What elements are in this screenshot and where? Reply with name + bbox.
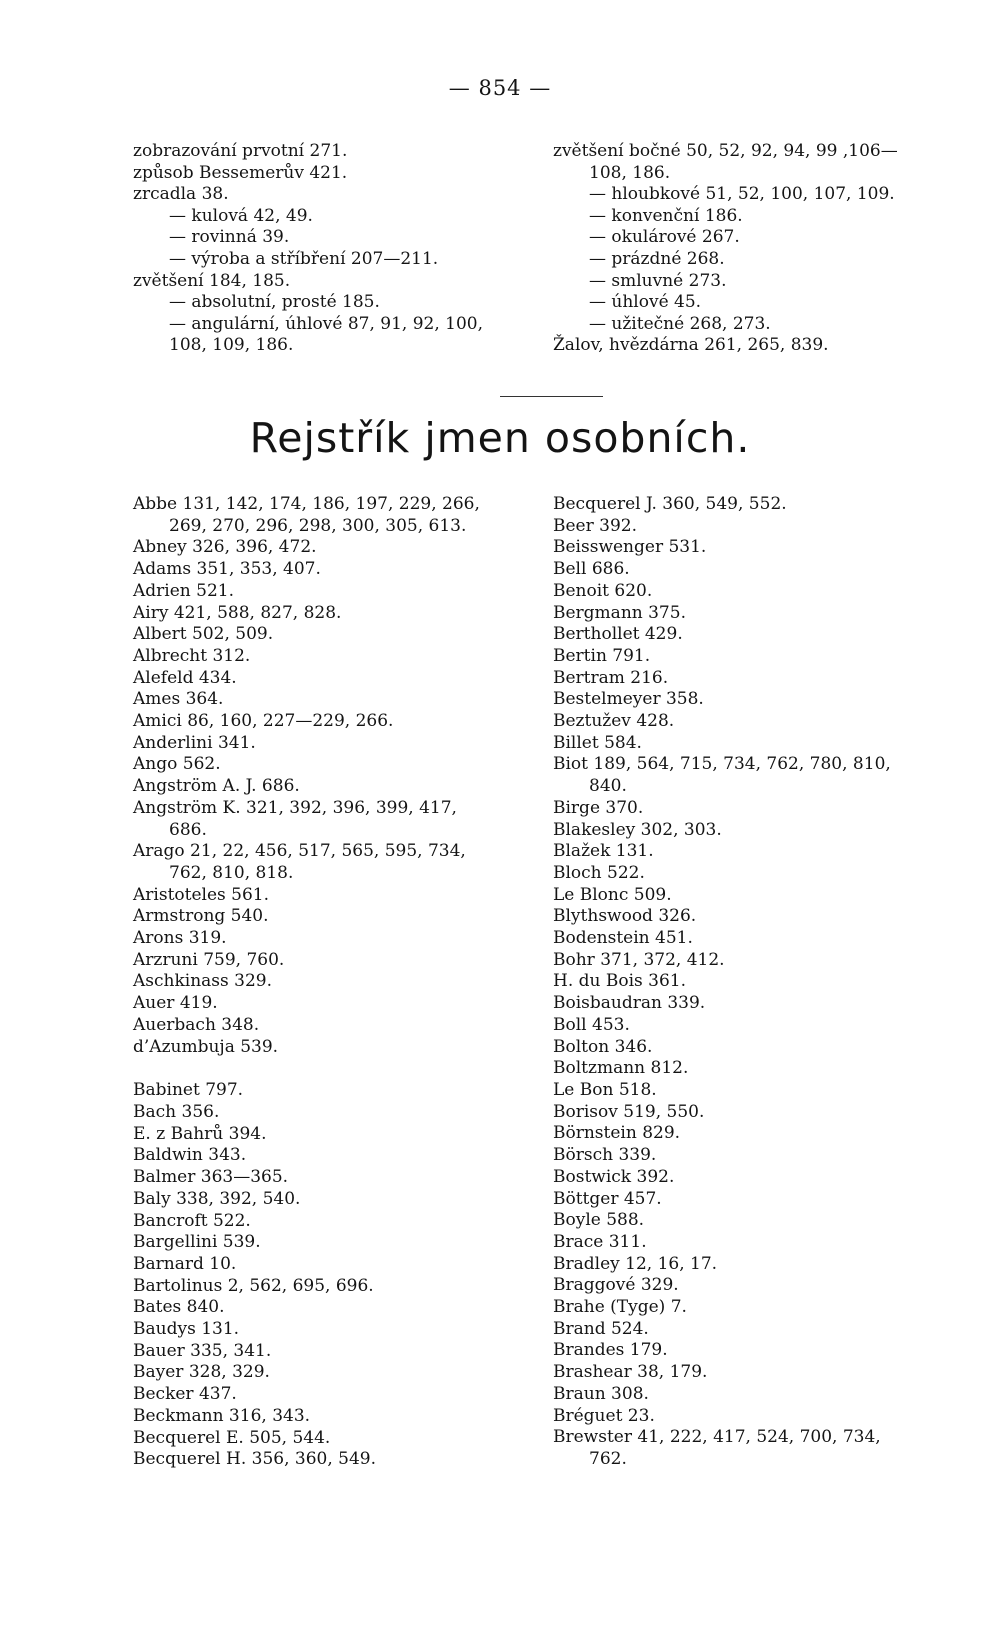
index-entry: Bréguet 23. (553, 1405, 655, 1426)
index-entry: Berthollet 429. (553, 624, 683, 645)
name-index-column-right (553, 494, 973, 1471)
index-entry: Le Blonc 509. (553, 884, 672, 905)
index-entry: Boltzmann 812. (553, 1058, 689, 1079)
index-entry: Braggové 329. (553, 1275, 679, 1296)
index-entry: Brace 311. (553, 1231, 647, 1252)
index-entry: Bodenstein 451. (553, 928, 693, 949)
index-entry: Baudys 131. (133, 1319, 240, 1340)
index-entry: Alefeld 434. (133, 667, 237, 688)
index-entry: Brashear 38, 179. (553, 1362, 708, 1383)
index-entry: 108, 186. (589, 162, 671, 183)
index-entry: Becquerel E. 505, 544. (133, 1427, 331, 1448)
index-entry: Abbe 131, 142, 174, 186, 197, 229, 266, (133, 494, 480, 514)
index-entry: Bestelmeyer 358. (553, 689, 704, 710)
index-entry: Airy 421, 588, 827, 828. (133, 602, 342, 623)
index-entry: Becker 437. (133, 1384, 237, 1405)
index-entry: Auer 419. (133, 993, 218, 1014)
index-entry: d’Azumbuja 539. (133, 1036, 279, 1057)
index-entry: Albert 502, 509. (133, 624, 274, 645)
index-entry: Bolton 346. (553, 1036, 653, 1057)
index-entry: Bradley 12, 16, 17. (553, 1253, 718, 1274)
index-entry: Albrecht 312. (133, 645, 251, 666)
index-entry: — úhlové 45. (589, 292, 702, 313)
index-entry: Bartolinus 2, 562, 695, 696. (133, 1275, 374, 1296)
index-entry: zvětšení bočné 50, 52, 92, 94, 99 ,106— (553, 141, 898, 161)
index-entry: Adrien 521. (133, 580, 234, 601)
index-entry: Bates 840. (133, 1297, 225, 1318)
index-entry: Babinet 797. (133, 1080, 244, 1101)
index-entry: — prázdné 268. (589, 248, 725, 269)
section-divider (500, 396, 603, 397)
index-entry: H. du Bois 361. (553, 971, 687, 992)
index-entry: Benoit 620. (553, 580, 653, 601)
section-heading: Rejstřík jmen osobních. (249, 414, 751, 462)
index-entry: Börnstein 829. (553, 1123, 681, 1144)
index-entry: Brand 524. (553, 1318, 649, 1339)
index-entry: Bauer 335, 341. (133, 1340, 272, 1361)
index-entry: — výroba a stříbření 207—211. (169, 248, 439, 269)
index-entry: Aschkinass 329. (133, 971, 272, 992)
index-entry: — angulární, úhlové 87, 91, 92, 100, (169, 313, 484, 334)
index-entry: Blažek 131. (553, 841, 654, 862)
index-entry: Becquerel J. 360, 549, 552. (553, 494, 787, 514)
index-entry: Baly 338, 392, 540. (133, 1188, 301, 1209)
index-entry: Le Bon 518. (553, 1079, 657, 1100)
index-entry: Bostwick 392. (553, 1166, 675, 1187)
index-entry: Angström A. J. 686. (133, 776, 300, 797)
index-entry: Armstrong 540. (133, 906, 269, 927)
index-entry: Arzruni 759, 760. (133, 949, 285, 970)
index-entry: Amici 86, 160, 227—229, 266. (133, 711, 394, 732)
index-entry: Barnard 10. (133, 1253, 237, 1274)
index-entry: — rovinná 39. (169, 227, 290, 248)
index-entry: Blythswood 326. (553, 906, 697, 927)
index-entry: 108, 109, 186. (169, 335, 294, 356)
index-entry: Bargellini 539. (133, 1232, 261, 1253)
index-entry: Bancroft 522. (133, 1210, 251, 1231)
index-entry: 686. (169, 819, 207, 840)
index-entry: Biot 189, 564, 715, 734, 762, 780, 810, (553, 754, 891, 775)
index-entry: 762. (589, 1448, 627, 1469)
index-entry: 840. (589, 776, 627, 797)
index-entry: Baldwin 343. (133, 1145, 247, 1166)
index-entry: Boll 453. (553, 1014, 630, 1035)
index-entry: Beckmann 316, 343. (133, 1405, 311, 1426)
subject-index-column-left (133, 141, 553, 357)
index-entry: Boyle 588. (553, 1210, 645, 1231)
index-entry: Bergmann 375. (553, 602, 686, 623)
index-entry: Brandes 179. (553, 1340, 668, 1361)
index-entry: Brewster 41, 222, 417, 524, 700, 734, (553, 1427, 881, 1448)
index-entry: Billet 584. (553, 732, 642, 753)
index-entry: Balmer 363—365. (133, 1167, 289, 1188)
index-entry: — kulová 42, 49. (169, 205, 313, 226)
index-entry: — užitečné 268, 273. (589, 313, 771, 334)
index-entry: Anderlini 341. (133, 732, 256, 753)
section-gap (133, 1058, 553, 1080)
index-entry: Auerbach 348. (133, 1014, 260, 1035)
index-entry: Beztužev 428. (553, 711, 675, 732)
index-entry: Beisswenger 531. (553, 537, 707, 558)
index-entry: Bertin 791. (553, 645, 651, 666)
index-entry: Becquerel H. 356, 360, 549. (133, 1449, 376, 1470)
index-entry: Žalov, hvězdárna 261, 265, 839. (553, 335, 829, 356)
index-entry: Angström K. 321, 392, 396, 399, 417, (133, 797, 457, 818)
index-entry: Ango 562. (133, 754, 221, 775)
index-entry: Blakesley 302, 303. (553, 819, 722, 840)
index-entry: Arago 21, 22, 456, 517, 565, 595, 734, (133, 841, 466, 862)
index-entry: Ames 364. (133, 689, 224, 710)
index-entry: Börsch 339. (553, 1145, 657, 1166)
index-entry: Birge 370. (553, 797, 644, 818)
index-entry: zvětšení 184, 185. (133, 270, 291, 291)
index-entry: 269, 270, 296, 298, 300, 305, 613. (169, 515, 467, 536)
index-entry: Borisov 519, 550. (553, 1101, 705, 1122)
index-entry: Bohr 371, 372, 412. (553, 949, 725, 970)
index-entry: 762, 810, 818. (169, 862, 294, 883)
index-entry: Bell 686. (553, 559, 630, 580)
index-entry: Bayer 328, 329. (133, 1362, 270, 1383)
index-entry: — absolutní, prosté 185. (169, 292, 380, 313)
index-entry: — okulárové 267. (589, 227, 740, 248)
name-index-column-left (133, 494, 553, 1471)
index-entry: Abney 326, 396, 472. (133, 537, 317, 558)
index-entry: Bach 356. (133, 1101, 220, 1122)
index-entry: Braun 308. (553, 1383, 649, 1404)
index-entry: zrcadla 38. (133, 184, 229, 205)
index-entry: Aristoteles 561. (133, 884, 269, 905)
index-entry: — smluvné 273. (589, 270, 727, 291)
index-entry: Adams 351, 353, 407. (133, 559, 321, 580)
index-entry: E. z Bahrů 394. (133, 1123, 267, 1144)
index-entry: — konvenční 186. (589, 205, 743, 226)
index-entry: Böttger 457. (553, 1188, 662, 1209)
subject-index-column-right (553, 141, 973, 357)
page-number: — 854 — (448, 76, 552, 100)
index-entry: Boisbaudran 339. (553, 993, 706, 1014)
index-entry: Bloch 522. (553, 862, 645, 883)
index-entry: Brahe (Tyge) 7. (553, 1297, 687, 1318)
index-entry: — hloubkové 51, 52, 100, 107, 109. (589, 184, 895, 205)
index-entry: Bertram 216. (553, 667, 669, 688)
index-entry: Beer 392. (553, 515, 637, 536)
index-entry: zobrazování prvotní 271. (133, 141, 348, 161)
index-entry: způsob Bessemerův 421. (133, 162, 348, 183)
index-entry: Arons 319. (133, 928, 227, 949)
